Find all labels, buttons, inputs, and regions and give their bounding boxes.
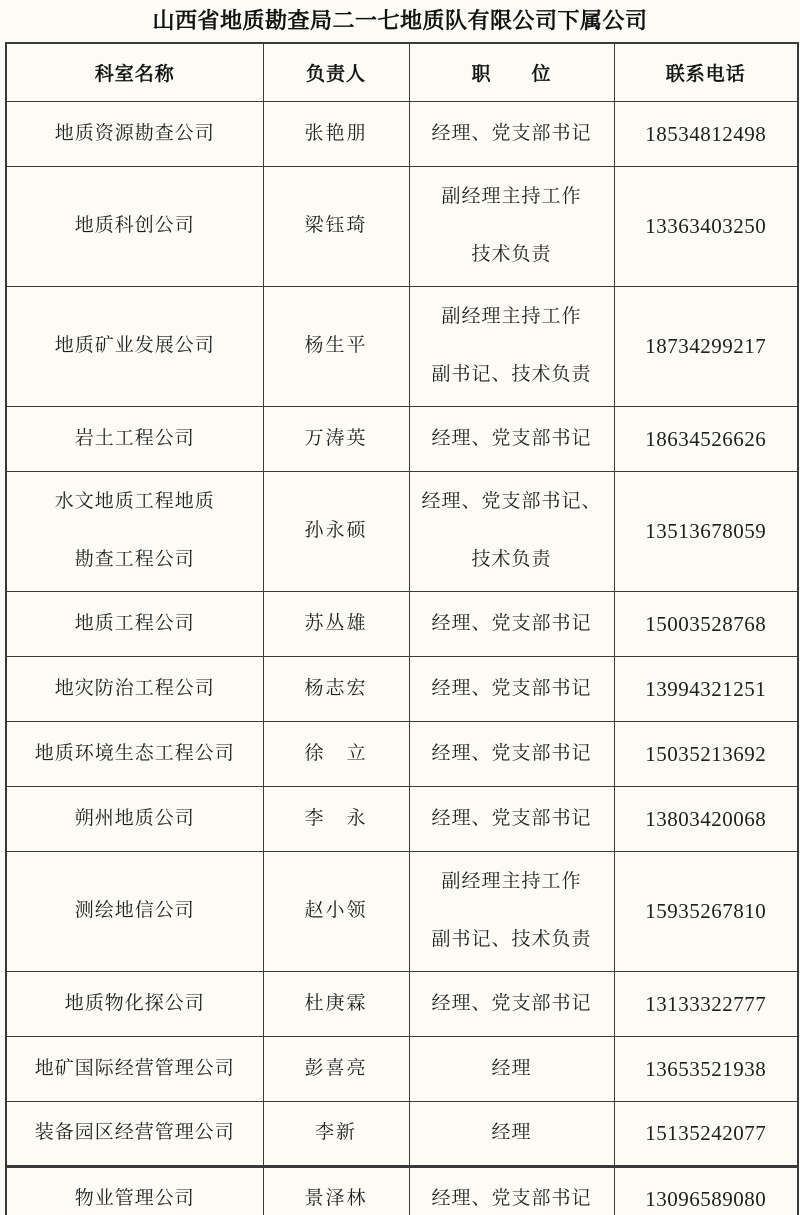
cell-line: 杨志宏 [304,677,368,699]
person-cell-content [264,676,409,702]
position-cell-content [410,121,614,147]
position-cell [409,851,614,971]
cell-line: 苏丛雄 [304,612,368,634]
department-cell [6,656,263,721]
cell-line: 技术负责 [471,244,552,265]
phone-cell [614,786,798,851]
department-cell [6,286,263,406]
cell-line: 水文地质工程地质 [54,491,215,512]
position-cell-content [410,1120,614,1146]
cell-line: 18734299217 [645,334,767,358]
position-cell [409,1036,614,1101]
cell-line: 勘查工程公司 [74,549,195,570]
cell-line: 地质资源勘查公司 [54,122,215,144]
department-cell-content [7,333,263,359]
department-cell-content [7,676,263,702]
cell-line: 岩土工程公司 [74,427,195,449]
person-cell-content [264,1120,409,1146]
cell-line: 副经理主持工作 [441,186,582,207]
position-cell [409,1166,614,1215]
cell-line: 李新 [314,1122,357,1143]
department-cell-content [7,213,263,239]
position-cell-content [410,611,614,637]
cell-line: 经理、党支部书记、 [421,491,602,512]
person-cell [263,101,409,166]
cell-line: 18534812498 [645,121,767,146]
phone-cell [614,166,798,286]
position-cell [409,406,614,471]
cell-line: 经理、党支部书记 [431,122,592,144]
position-cell-content [410,676,614,702]
person-cell [263,406,409,471]
department-cell [6,471,263,591]
cell-line: 地灾防治工程公司 [54,677,215,699]
phone-cell-content [615,333,798,359]
phone-cell-content [615,611,798,637]
cell-line: 15035213692 [645,741,767,766]
person-cell [263,786,409,851]
person-cell-content [264,213,409,239]
cell-line: 朔州地质公司 [74,807,195,829]
cell-line: 杨生平 [304,335,368,356]
header-cell-phone: 联系电话 [614,43,798,101]
subsidiaries-table [5,42,799,1215]
table-row [6,656,798,721]
cell-line: 李 永 [304,807,368,829]
department-cell [6,1101,263,1166]
department-cell [6,786,263,851]
position-cell-content [410,853,614,969]
department-cell [6,101,263,166]
person-cell [263,1101,409,1166]
cell-line: 地质物化探公司 [64,992,205,1014]
person-cell-content [264,611,409,637]
cell-line: 13803420068 [645,806,767,831]
person-cell [263,971,409,1036]
cell-line: 15935267810 [645,899,767,923]
cell-line: 杜庚霖 [304,992,368,1014]
person-cell-content [264,1056,409,1082]
header-cell-department: 科室名称 [6,43,263,101]
cell-line: 13363403250 [645,214,767,238]
department-cell-content [7,1186,263,1212]
cell-line: 彭喜亮 [304,1057,368,1079]
person-cell [263,1166,409,1215]
phone-cell-content [615,898,798,924]
phone-cell-content [615,1056,798,1082]
department-cell [6,1036,263,1101]
cell-line: 地质矿业发展公司 [54,335,215,356]
table-row [6,1166,798,1215]
phone-cell-content [615,806,798,832]
table-row [6,971,798,1036]
cell-line: 副书记、技术负责 [431,929,592,950]
position-cell-content [410,1186,614,1212]
position-cell [409,971,614,1036]
position-cell [409,166,614,286]
phone-cell [614,471,798,591]
department-cell-content [7,611,263,637]
position-cell-content [410,288,614,404]
header-cell-position: 职 位 [409,43,614,101]
phone-cell-content [615,426,798,452]
table-row [6,166,798,286]
cell-line: 物业管理公司 [74,1187,195,1209]
cell-line: 13096589080 [645,1186,767,1211]
person-cell-content [264,898,409,924]
table-row [6,851,798,971]
cell-line: 技术负责 [471,549,552,570]
cell-line: 副书记、技术负责 [431,364,592,385]
person-cell-content [264,121,409,147]
position-cell-content [410,1056,614,1082]
table-row [6,786,798,851]
cell-line: 经理、党支部书记 [431,677,592,699]
cell-line: 地质环境生态工程公司 [34,742,235,764]
cell-line: 经理 [491,1057,532,1079]
person-cell-content [264,426,409,452]
cell-line: 18634526626 [645,426,767,451]
department-cell-content [7,426,263,452]
position-cell [409,656,614,721]
phone-cell [614,101,798,166]
cell-line: 经理、党支部书记 [431,807,592,829]
cell-line: 经理、党支部书记 [431,992,592,1014]
phone-cell [614,851,798,971]
department-cell [6,971,263,1036]
cell-line: 13653521938 [645,1056,767,1081]
cell-line: 副经理主持工作 [441,871,582,892]
position-cell [409,1101,614,1166]
person-cell-content [264,806,409,832]
position-cell [409,286,614,406]
phone-cell-content [615,121,798,147]
person-cell [263,656,409,721]
position-cell-content [410,741,614,767]
phone-cell [614,286,798,406]
phone-cell-content [615,991,798,1017]
phone-cell-content [615,518,798,544]
phone-cell [614,971,798,1036]
cell-line: 徐 立 [304,742,368,764]
table-row [6,721,798,786]
table-header-row [6,43,798,101]
person-cell [263,591,409,656]
department-cell [6,166,263,286]
cell-line: 13133322777 [645,991,767,1016]
cell-line: 经理、党支部书记 [431,427,592,449]
person-cell [263,471,409,591]
position-cell-content [410,991,614,1017]
table-row [6,406,798,471]
cell-line: 15135242077 [645,1121,767,1145]
department-cell [6,406,263,471]
page-title: 山西省地质勘查局二一七地质队有限公司下属公司 [152,8,648,33]
position-cell [409,721,614,786]
table-body [6,101,798,1215]
department-cell-content [7,121,263,147]
phone-cell [614,656,798,721]
position-cell [409,471,614,591]
cell-line: 地质科创公司 [74,215,195,236]
table-row [6,1101,798,1166]
department-cell-content [7,806,263,832]
department-cell-content [7,1056,263,1082]
table-row [6,471,798,591]
phone-cell [614,721,798,786]
phone-cell-content [615,1186,798,1212]
cell-line: 经理、党支部书记 [431,1187,592,1209]
cell-line: 景泽林 [304,1187,368,1209]
cell-line: 万涛英 [304,427,368,449]
department-cell-content [7,991,263,1017]
person-cell-content [264,1186,409,1212]
department-cell [6,851,263,971]
phone-cell [614,1036,798,1101]
cell-line: 经理 [491,1122,532,1143]
position-cell [409,786,614,851]
position-cell [409,101,614,166]
cell-line: 副经理主持工作 [441,306,582,327]
header-cell-person: 负责人 [263,43,409,101]
position-cell [409,591,614,656]
cell-line: 梁钰琦 [304,215,368,236]
cell-line: 15003528768 [645,611,767,636]
cell-line: 地质工程公司 [74,612,195,634]
phone-cell-content [615,1120,798,1146]
cell-line: 赵小领 [304,900,368,921]
phone-cell-content [615,213,798,239]
department-cell-content [7,473,263,589]
department-cell-content [7,741,263,767]
position-cell-content [410,473,614,589]
person-cell-content [264,333,409,359]
cell-line: 装备园区经营管理公司 [34,1122,235,1143]
position-cell-content [410,168,614,284]
department-cell-content [7,1120,263,1146]
position-cell-content [410,806,614,832]
cell-line: 孙永硕 [304,520,368,541]
cell-line: 13513678059 [645,519,767,543]
person-cell [263,1036,409,1101]
person-cell-content [264,518,409,544]
department-cell [6,591,263,656]
position-cell-content [410,426,614,452]
phone-cell [614,591,798,656]
cell-line: 张艳朋 [304,122,368,144]
cell-line: 经理、党支部书记 [431,742,592,764]
cell-line: 经理、党支部书记 [431,612,592,634]
person-cell [263,166,409,286]
table-row [6,591,798,656]
person-cell [263,721,409,786]
cell-line: 测绘地信公司 [74,900,195,921]
person-cell [263,286,409,406]
person-cell [263,851,409,971]
phone-cell-content [615,676,798,702]
department-cell [6,721,263,786]
table-row [6,101,798,166]
table-row [6,286,798,406]
cell-line: 地矿国际经营管理公司 [34,1057,235,1079]
person-cell-content [264,991,409,1017]
department-cell-content [7,898,263,924]
person-cell-content [264,741,409,767]
table-row [6,1036,798,1101]
phone-cell [614,1166,798,1215]
phone-cell [614,406,798,471]
phone-cell-content [615,741,798,767]
cell-line: 13994321251 [645,676,767,701]
phone-cell [614,1101,798,1166]
department-cell [6,1166,263,1215]
